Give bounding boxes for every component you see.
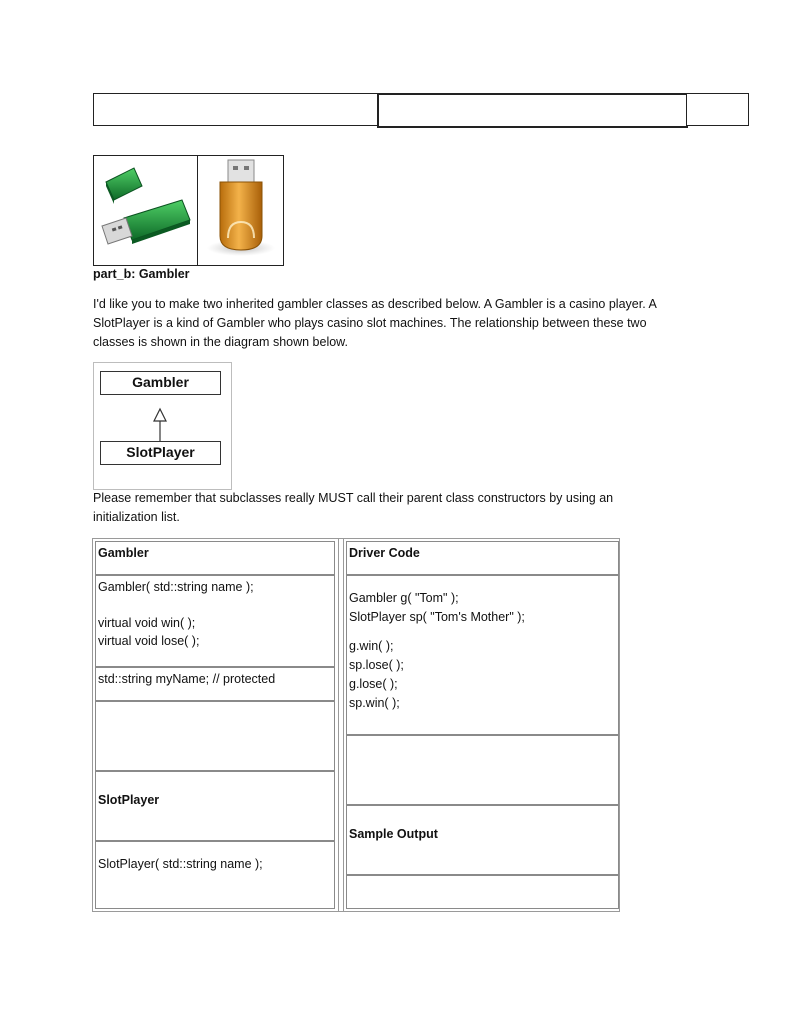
intro-line-3: classes is shown in the diagram shown below.	[93, 335, 348, 349]
driver-line-gambler: Gambler g( "Tom" );	[349, 591, 459, 605]
call-g-win: g.win( );	[349, 639, 394, 653]
intro-line-1: I'd like you to make two inherited gambler classes as described below. A Gambler is a casino player. A	[93, 297, 657, 311]
driver-header-cell	[346, 541, 619, 575]
uml-child-class: SlotPlayer	[100, 441, 221, 465]
call-sp-lose: sp.lose( );	[349, 658, 404, 672]
call-g-lose: g.lose( );	[349, 677, 398, 691]
uml-parent-class: Gambler	[100, 371, 221, 395]
gambler-win-method: virtual void win( );	[98, 616, 196, 630]
gambler-lose-method: virtual void lose( );	[98, 634, 200, 648]
sample-output-header-cell	[346, 805, 619, 875]
driver-header: Driver Code	[349, 546, 420, 560]
reminder-line-1: Please remember that subclasses really MUST call their parent class constructors by using an	[93, 491, 614, 505]
sample-output-header: Sample Output	[349, 827, 438, 841]
header-cell-2	[377, 93, 688, 128]
slotplayer-constructor: SlotPlayer( std::string name );	[98, 857, 263, 871]
gambler-header: Gambler	[98, 546, 149, 560]
gambler-header-cell	[95, 541, 335, 575]
section-title: part_b: Gambler	[93, 267, 190, 281]
usb-image-frame	[93, 155, 284, 266]
driver-code-cell	[346, 575, 619, 735]
slotplayer-methods-cell	[95, 841, 335, 909]
call-sp-win: sp.win( );	[349, 696, 400, 710]
intro-line-2: SlotPlayer is a kind of Gambler who plays casino slot machines. The relationship between these two	[93, 316, 647, 330]
left-empty-cell	[95, 701, 335, 771]
green-usb-drive-icon	[96, 164, 196, 252]
gambler-constructor: Gambler( std::string name );	[98, 580, 254, 594]
sample-output-cell	[346, 875, 619, 909]
reminder-line-2: initialization list.	[93, 510, 180, 524]
gambler-methods-cell	[95, 575, 335, 667]
gambler-field-cell	[95, 667, 335, 701]
gambler-field: std::string myName; // protected	[98, 672, 276, 686]
slotplayer-header-cell	[95, 771, 335, 841]
driver-line-slotplayer: SlotPlayer sp( "Tom's Mother" );	[349, 610, 525, 624]
class-tables	[92, 538, 620, 912]
right-empty-cell	[346, 735, 619, 805]
slotplayer-header: SlotPlayer	[98, 793, 160, 807]
orange-usb-drive-icon	[204, 158, 278, 260]
uml-diagram	[93, 362, 232, 490]
header-cell-1	[93, 93, 378, 126]
header-cell-3	[686, 93, 749, 126]
inheritance-arrow-icon	[94, 395, 231, 443]
